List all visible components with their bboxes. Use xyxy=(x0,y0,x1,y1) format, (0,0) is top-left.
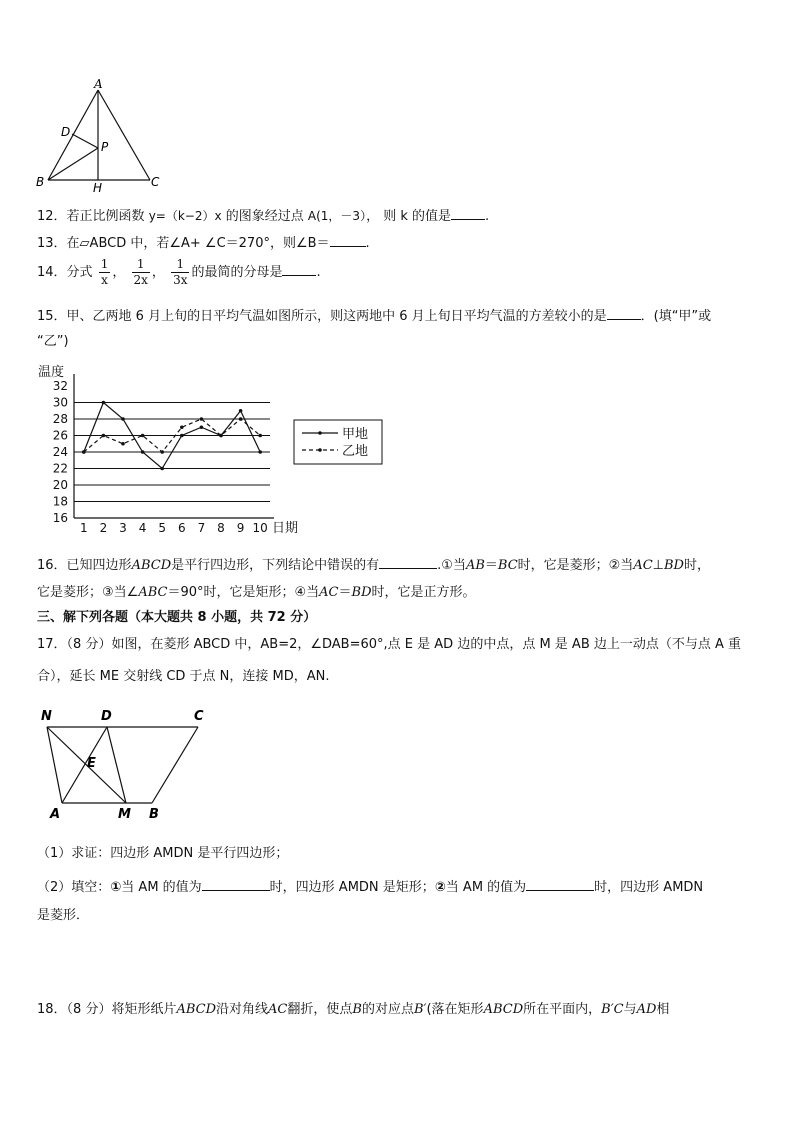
rhombus-figure xyxy=(38,706,218,824)
label-p: P xyxy=(101,140,109,154)
data-point-jia-2 xyxy=(102,401,106,405)
x-tick-label-9: 9 xyxy=(236,521,245,535)
legend-marker-jia xyxy=(318,431,322,435)
label-d: D xyxy=(61,125,71,139)
label-n: N xyxy=(41,709,52,724)
question-15-line-2: “乙”) xyxy=(37,334,69,349)
data-point-yi-6 xyxy=(180,425,184,429)
y-tick-label-24: 24 xyxy=(52,445,68,459)
data-point-yi-8 xyxy=(219,434,223,438)
label-b: B xyxy=(149,807,159,822)
answer-blank[interactable] xyxy=(379,554,437,569)
x-tick-label-3: 3 xyxy=(119,521,127,535)
side-ac xyxy=(98,90,150,180)
question-16-line-2: 它是菱形；③当∠ABC＝90°时，它是矩形；④当AC＝BD时，它是正方形。 xyxy=(37,585,476,600)
data-point-yi-4 xyxy=(141,434,145,438)
question-16-line-1: 16．已知四边形ABCD是平行四边形，下列结论中错误的有 .①当AB＝BC时，它是菱形；②当AC⊥BD时， xyxy=(37,554,710,575)
segment-ad xyxy=(62,727,107,803)
segment-dm xyxy=(107,727,126,803)
data-point-yi-9 xyxy=(239,417,243,421)
y-tick-label-18: 18 xyxy=(52,494,68,509)
question-13: 13．在▱ABCD 中，若∠A+ ∠C＝270°，则∠B＝ . xyxy=(37,232,370,253)
question-17-line-1: 17．（8 分）如图，在菱形 ABCD 中，AB=2，∠DAB=60°,点 E 是 AD 边的中点，点 M 是 AB 边上一动点（不与点 A 重 xyxy=(37,637,742,652)
fraction-1-over-x: $\frac{1}{x}$ xyxy=(100,257,109,287)
x-tick-label-4: 4 xyxy=(138,521,147,535)
data-point-yi-7 xyxy=(200,417,204,421)
fraction-1-over-2x: $\frac{1}{2x}$ xyxy=(133,257,148,287)
label-d: D xyxy=(101,709,112,724)
data-point-yi-1 xyxy=(82,450,86,454)
segment-bp xyxy=(48,148,98,180)
x-axis-label: 日期 xyxy=(272,521,299,536)
data-point-jia-3 xyxy=(121,417,125,421)
label-c: C xyxy=(194,709,204,724)
legend-marker-yi xyxy=(318,448,322,452)
data-point-yi-3 xyxy=(121,442,125,446)
data-point-jia-7 xyxy=(200,425,204,429)
label-a: A xyxy=(94,78,103,91)
y-tick-label-26: 26 xyxy=(52,428,68,443)
answer-blank[interactable] xyxy=(330,232,366,247)
data-point-jia-5 xyxy=(160,467,164,471)
question-14: 14．分式 $\frac{1}{x}$ ， $\frac{1}{2x}$ ， $\frac{1}{3x}$ 的最简的分母是 . xyxy=(37,257,321,287)
y-tick-label-32: 32 xyxy=(52,379,68,393)
label-h: H xyxy=(93,181,103,195)
label-e: E xyxy=(87,756,96,771)
question-15-line-1: 15．甲、乙两地 6 月上旬的日平均气温如图所示，则这两地中 6 月上旬日平均气温的方差较小的是 ．(填“甲”或 xyxy=(37,305,711,326)
answer-blank-rhombus[interactable] xyxy=(526,876,594,891)
segment-bc xyxy=(152,727,198,803)
data-point-jia-6 xyxy=(180,434,184,438)
x-tick-label-6: 6 xyxy=(177,521,186,535)
data-point-jia-4 xyxy=(141,450,145,454)
x-tick-label-7: 7 xyxy=(197,521,206,535)
data-point-yi-10 xyxy=(258,434,262,438)
fraction-1-over-3x: $\frac{1}{3x}$ xyxy=(173,257,188,287)
question-17-part-2-cont: 是菱形． xyxy=(37,908,90,923)
label-m: M xyxy=(118,807,131,822)
question-12: 12．若正比例函数 y=（k−2）x 的图象经过点 A(1，－3）， 则 k 的值是 . xyxy=(37,205,489,226)
triangle-figure xyxy=(30,78,170,196)
y-tick-label-20: 20 xyxy=(52,478,68,492)
y-tick-label-22: 22 xyxy=(52,461,68,476)
data-point-jia-9 xyxy=(239,409,243,413)
x-tick-label-2: 2 xyxy=(99,521,108,535)
section-3-heading: 三、解下列各题（本大题共 8 小题，共 72 分） xyxy=(37,610,317,625)
label-a: A xyxy=(50,807,61,822)
y-tick-label-30: 30 xyxy=(52,395,68,410)
temperature-chart xyxy=(30,362,410,542)
question-17-line-2: 合），延长 ME 交射线 CD 于点 N，连接 MD，AN. xyxy=(37,669,330,684)
x-tick-label-8: 8 xyxy=(217,521,225,535)
label-c: C xyxy=(151,175,160,189)
question-18-line-1: 18．（8 分）将矩形纸片ABCD沿对角线AC翻折，使点B的对应点B′(落在矩形ABCD所在平面内，B′C与AD相 xyxy=(37,1002,670,1017)
data-point-jia-10 xyxy=(258,450,262,454)
data-point-yi-5 xyxy=(160,450,164,454)
legend-box xyxy=(294,420,382,464)
y-tick-label-16: 16 xyxy=(52,511,68,525)
question-17-part-2: （2）填空：①当 AM 的值为 时，四边形 AMDN 是矩形；②当 AM 的值为 时，四边形 AMDN xyxy=(37,876,703,897)
y-axis-label: 温度 xyxy=(38,365,65,380)
x-tick-label-10: 10 xyxy=(252,521,268,535)
question-17-part-1: （1）求证：四边形 AMDN 是平行四边形； xyxy=(37,846,289,861)
answer-blank-rectangle[interactable] xyxy=(202,876,270,891)
legend-label-yi: 乙地 xyxy=(342,444,369,459)
segment-dp xyxy=(72,134,98,148)
x-tick-label-1: 1 xyxy=(79,521,88,535)
data-point-yi-2 xyxy=(102,434,106,438)
label-b: B xyxy=(36,175,45,189)
answer-blank[interactable] xyxy=(451,205,485,220)
answer-blank[interactable] xyxy=(282,261,316,276)
x-tick-label-5: 5 xyxy=(158,521,167,535)
legend-label-jia: 甲地 xyxy=(342,427,369,442)
segment-na xyxy=(47,727,62,803)
answer-blank[interactable] xyxy=(607,305,641,320)
y-tick-label-28: 28 xyxy=(52,412,68,426)
